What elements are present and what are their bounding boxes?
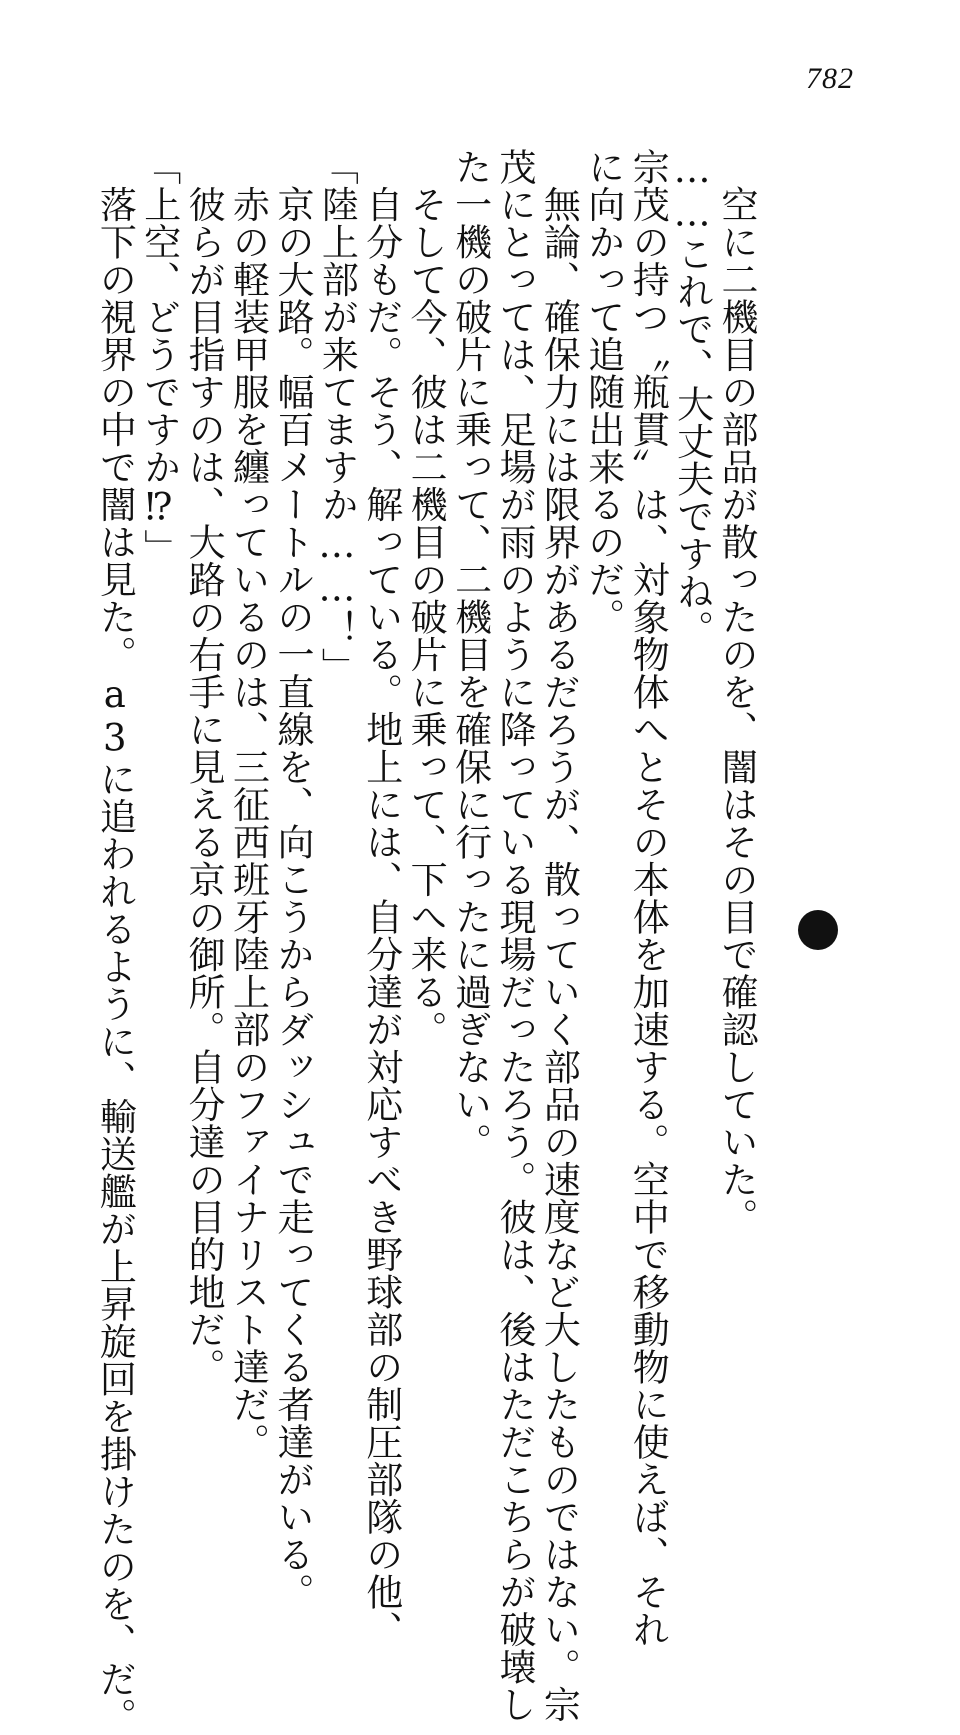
text-line: 彼らが目指すのは、大路の右手に見える京の御所。自分達の目的地だ。 (182, 148, 226, 1386)
text-line: 茂にとっては、足場が雨のように降っている現場だったろう。彼は、後はただこちらが破壊し (492, 148, 536, 1723)
text-line: 落下の視界の中で闇は見た。a3に追われるように、輸送艦が上昇旋回を掛けたのを、だ。 (93, 148, 137, 1735)
text-line: ……これで、大丈夫ですね。 (670, 148, 714, 648)
text-line: 空に二機目の部品が散ったのを、闇はその目で確認していた。 (715, 148, 758, 1236)
page-number: 782 (806, 62, 854, 95)
text-line: 「上空、どうですか⁉」 (137, 148, 181, 567)
text-line: 「陸上部が来てますか……！」 (315, 148, 359, 685)
text-line: た一機の破片に乗って、二機目を確保に行ったに過ぎない。 (448, 148, 492, 1161)
text-line: 自分もだ。そう、解っている。地上には、自分達が対応すべき野球部の制圧部隊の他、 (359, 148, 403, 1648)
text-line: 赤の軽装甲服を纏っているのは、三征西班牙陸上部のファイナリスト達だ。 (226, 148, 270, 1461)
section-bullet-icon (798, 910, 838, 950)
text-line: 宗茂の持つ〝瓶貫〟は、対象物体へとその本体を加速する。空中で移動物に使えば、それ (626, 148, 670, 1648)
text-line: に向かって追随出来るのだ。 (581, 148, 625, 636)
vertical-text-body (93, 148, 758, 1735)
text-line: そして今、彼は二機目の破片に乗って、下へ来る。 (404, 148, 448, 1048)
text-line: 無論、確保力には限界があるだろうが、散っていく部品の速度など大したものではない。宗 (537, 148, 581, 1723)
text-line: 京の大路。幅百メートルの一直線を、向こうからダッシュで走ってくる者達がいる。 (270, 148, 314, 1611)
